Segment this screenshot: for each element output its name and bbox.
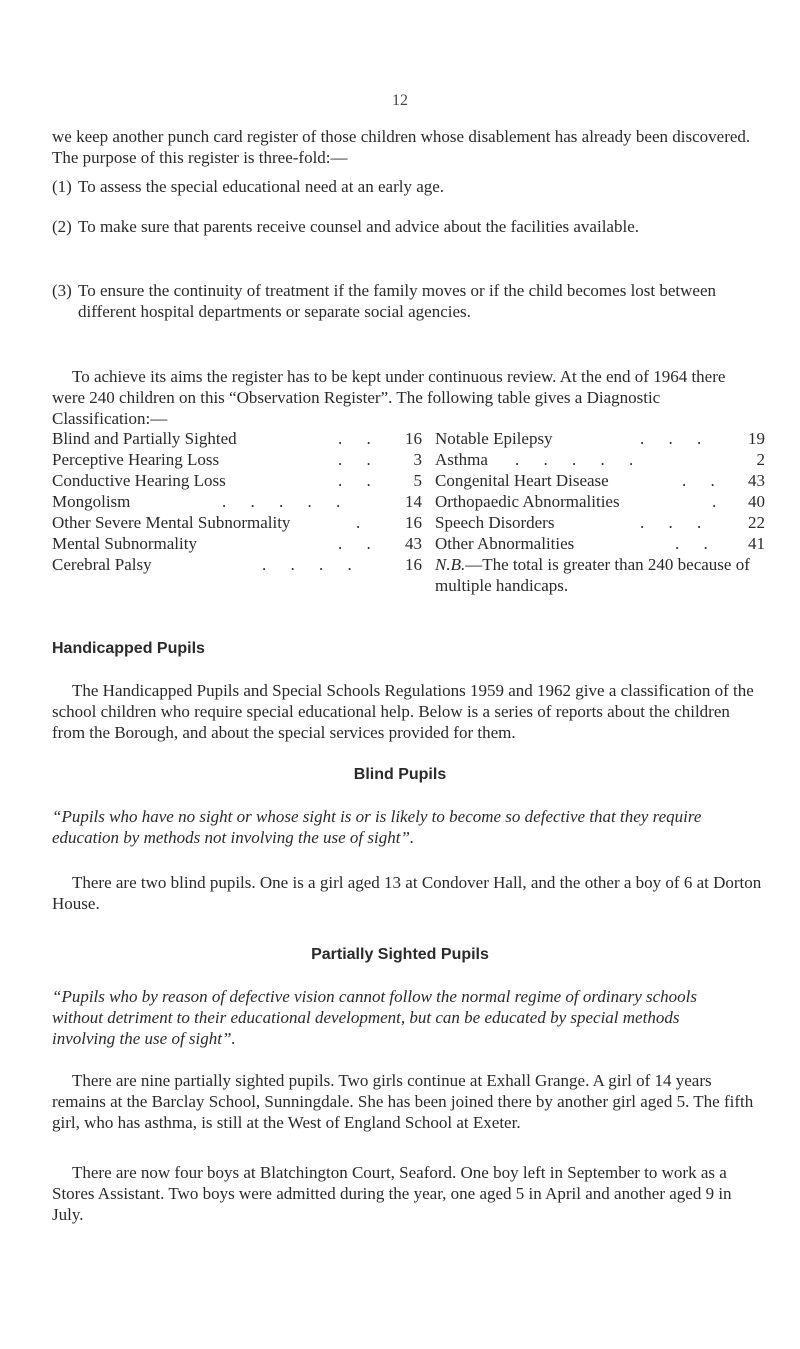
aims-paragraph: To achieve its aims the register has to be kept under continuous review. At the end of 1964 there were 240 children on this “Observation Register”. The following table gives a Diagnostic Classification:— bbox=[52, 367, 726, 428]
condition-count: 19 bbox=[748, 429, 765, 448]
table-row bbox=[52, 491, 422, 512]
leader-dots: . . bbox=[338, 429, 381, 448]
condition-count: 3 bbox=[413, 450, 422, 469]
condition-count: 40 bbox=[748, 492, 765, 511]
partial-paragraph-1: There are nine partially sighted pupils. Two girls continue at Exhall Grange. A girl of 14 years remains at the Barclay School, Sunningdale. She has been joined there by another girl aged 5. The fifth girl, who has asthma, is still at the West of England School at Exeter. bbox=[52, 1071, 754, 1132]
partial-paragraph-2: There are now four boys at Blatchington Court, Seaford. One boy left in September to work as a Stores Assistant. Two boys were admitted during the year, one aged 5 in April and another aged 9 in July. bbox=[52, 1163, 732, 1224]
table-row bbox=[52, 449, 422, 470]
note-text: —The total is greater than 240 because of multiple handicaps. bbox=[435, 555, 750, 595]
list-item-text: To assess the special educational need at an early age. bbox=[78, 177, 445, 196]
leader-dots: . . bbox=[338, 471, 381, 490]
condition-count: 14 bbox=[405, 492, 422, 511]
leader-dots: . . bbox=[682, 471, 725, 490]
list-item-number: (1) bbox=[52, 177, 72, 196]
condition-count: 2 bbox=[756, 450, 765, 469]
leader-dots: . bbox=[356, 513, 371, 532]
list-item-number: (2) bbox=[52, 217, 72, 236]
condition-count: 43 bbox=[405, 534, 422, 553]
table-row bbox=[435, 491, 765, 512]
intro-paragraph: we keep another punch card register of those children whose disablement has already been discovered. The purpose of this register is three-fold:— bbox=[52, 127, 751, 167]
condition-count: 16 bbox=[405, 429, 422, 448]
condition-label: Other Abnormalities bbox=[435, 534, 575, 553]
section-heading-handicapped: Handicapped Pupils bbox=[52, 640, 205, 657]
condition-label: Speech Disorders bbox=[435, 513, 555, 532]
table-row bbox=[52, 428, 422, 449]
page-number: 12 bbox=[392, 92, 408, 109]
leader-dots: . . . . . bbox=[222, 492, 351, 511]
condition-label: Notable Epilepsy bbox=[435, 429, 553, 448]
list-item-text: To make sure that parents receive counsel and advice about the facilities available. bbox=[78, 217, 639, 236]
leader-dots: . . bbox=[338, 534, 381, 553]
table-row bbox=[52, 512, 422, 533]
condition-count: 22 bbox=[748, 513, 765, 532]
condition-label: Conductive Hearing Loss bbox=[52, 471, 226, 490]
handicapped-paragraph: The Handicapped Pupils and Special Schools Regulations 1959 and 1962 give a classification of the school children who require special educational help. Below is a series of reports about the children from the Borough, and about the special services provided for them. bbox=[52, 681, 754, 742]
leader-dots: . . . . . bbox=[515, 450, 644, 469]
condition-label: Mental Subnormality bbox=[52, 534, 197, 553]
leader-dots: . . bbox=[675, 534, 718, 553]
condition-label: Blind and Partially Sighted bbox=[52, 429, 237, 448]
condition-count: 41 bbox=[748, 534, 765, 553]
condition-label: Other Severe Mental Subnormality bbox=[52, 513, 291, 532]
condition-label: Orthopaedic Abnormalities bbox=[435, 492, 620, 511]
table-row bbox=[52, 533, 422, 554]
list-item-text: To ensure the continuity of treatment if the family moves or if the child becomes lost between different hospital departments or separate social agencies. bbox=[78, 281, 717, 321]
table-note bbox=[435, 554, 775, 596]
table-row bbox=[52, 554, 422, 575]
leader-dots: . . bbox=[338, 450, 381, 469]
list-item-number: (3) bbox=[52, 281, 72, 300]
section-heading-partial: Partially Sighted Pupils bbox=[311, 946, 489, 963]
condition-label: Mongolism bbox=[52, 492, 131, 511]
condition-label: Cerebral Palsy bbox=[52, 555, 152, 574]
leader-dots: . . . bbox=[640, 513, 712, 532]
leader-dots: . . . bbox=[640, 429, 712, 448]
table-row bbox=[52, 470, 422, 491]
table-row bbox=[435, 470, 765, 491]
table-row bbox=[435, 449, 765, 470]
condition-label: Perceptive Hearing Loss bbox=[52, 450, 220, 469]
condition-label: Congenital Heart Disease bbox=[435, 471, 609, 490]
table-row bbox=[435, 533, 765, 554]
condition-count: 43 bbox=[748, 471, 765, 490]
condition-count: 5 bbox=[413, 471, 422, 490]
leader-dots: . . . . bbox=[262, 555, 362, 574]
condition-count: 16 bbox=[405, 555, 422, 574]
table-row bbox=[435, 428, 765, 449]
section-heading-blind: Blind Pupils bbox=[353, 766, 447, 783]
condition-count: 16 bbox=[405, 513, 422, 532]
table-row bbox=[435, 512, 765, 533]
condition-label: Asthma bbox=[435, 450, 488, 469]
blind-paragraph: There are two blind pupils. One is a girl aged 13 at Condover Hall, and the other a boy of 6 at Dorton House. bbox=[52, 873, 762, 913]
partial-definition: “Pupils who by reason of defective vision cannot follow the normal regime of ordinary schools without detriment to their educational development, but can be educated by special methods involving the use of sight”. bbox=[52, 987, 697, 1048]
blind-definition: “Pupils who have no sight or whose sight is or is likely to become so defective that they require education by methods not involving the use of sight”. bbox=[52, 807, 702, 847]
note-prefix: N.B. bbox=[435, 555, 466, 574]
leader-dots: . bbox=[712, 492, 727, 511]
